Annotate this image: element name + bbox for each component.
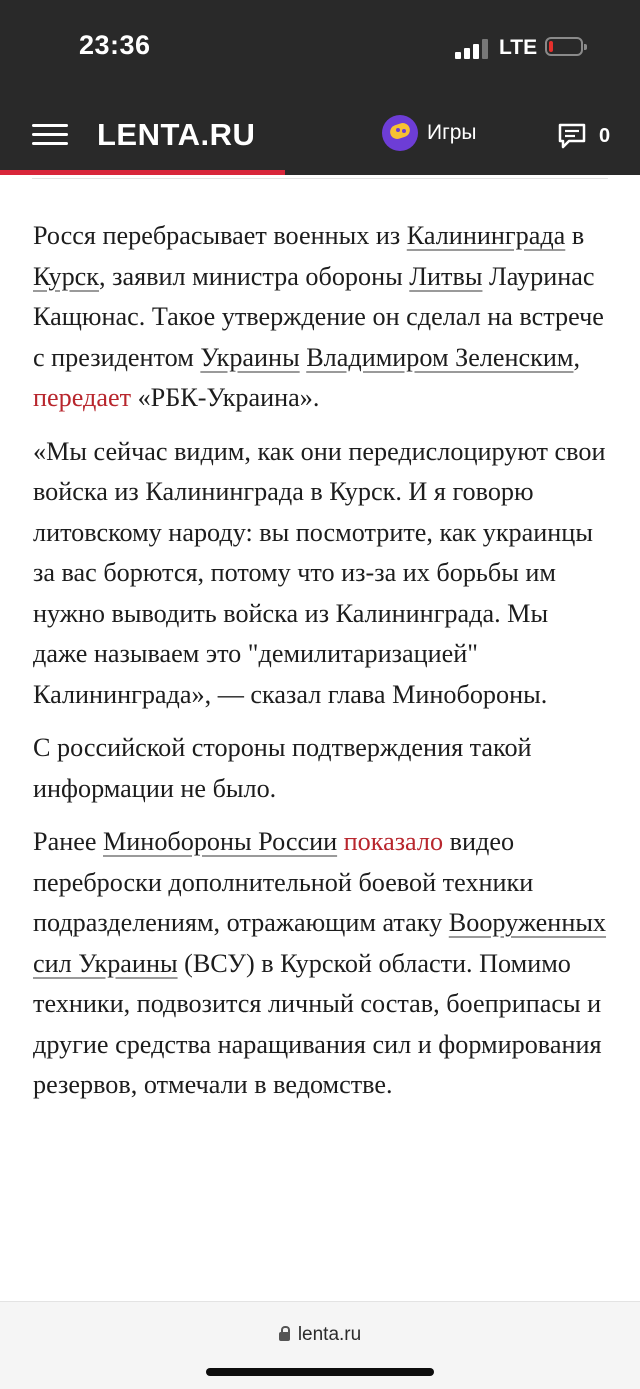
browser-address-bar[interactable] — [0, 1301, 640, 1389]
comments-button[interactable] — [557, 122, 610, 150]
article-paragraph-2: «Мы сейчас видим, как они передислоцируют свои войска из Калининграда в Курск. И я говорю литовскому народу: вы посмотрите, как украинцы за вас борются, потому что из-за их борьбы им нужно выводить войска из Калининграда. Мы даже называем это "демилитаризацией" Калининграда», — сказал глава Минобороны. — [33, 436, 606, 709]
divider — [32, 178, 608, 179]
link-ukraine[interactable]: Украины — [200, 342, 300, 372]
status-time: 23:36 — [79, 30, 151, 60]
link-kaliningrad[interactable]: Калининграда — [406, 221, 566, 250]
reading-progress-bar — [0, 170, 640, 175]
gamepad-icon — [382, 115, 418, 151]
article-body — [33, 216, 608, 1301]
hamburger-menu-icon[interactable] — [32, 124, 68, 146]
games-label: Игры — [427, 121, 477, 144]
link-ukrainian-armed-forces[interactable]: Вооруженных сил Украины — [33, 908, 607, 978]
article-paragraph-4: Ранее Минобороны России показало видео переброски дополнительной боевой техники подразделениям, отражающим атаку Вооруженных сил Украины (ВСУ) в Курской области. Помимо техники, подвозится личный состав, боеприпасы и другие средства наращивания сил и формирования резервов, отмечали в ведомстве. — [33, 827, 607, 1099]
reading-progress-fill — [0, 170, 285, 175]
battery-icon — [545, 37, 583, 56]
lock-icon — [279, 1332, 290, 1341]
url-field[interactable] — [0, 1324, 640, 1346]
comment-icon — [557, 122, 587, 150]
site-logo[interactable]: LENTA.RU — [97, 117, 256, 152]
link-lithuania[interactable]: Литвы — [409, 261, 483, 291]
link-zelensky[interactable]: Владимиром Зеленским — [306, 342, 574, 372]
source-link[interactable]: передает — [33, 383, 132, 412]
battery-level — [549, 41, 553, 52]
url-text: lenta.ru — [297, 1324, 362, 1345]
article-paragraph-3: С российской стороны подтверждения такой информации не было. — [33, 733, 532, 803]
comments-count: 0 — [599, 124, 611, 147]
signal-icon — [455, 39, 489, 59]
source-link[interactable]: показало — [343, 827, 444, 856]
games-link[interactable] — [382, 115, 477, 151]
link-russian-mod[interactable]: Минобороны России — [103, 827, 338, 856]
network-type: LTE — [499, 36, 538, 59]
home-indicator[interactable] — [206, 1368, 434, 1376]
link-kursk[interactable]: Курск — [33, 261, 100, 291]
article-paragraph-1: Росся перебрасывает военных из Калининграда в Курск, заявил министра обороны Литвы Лауринас Кащюнас. Такое утверждение он сделал на встрече с президентом Украины Владимиром Зеленским, передает «РБК-Украина». — [33, 221, 604, 412]
site-header — [0, 100, 640, 170]
status-bar — [0, 0, 640, 100]
